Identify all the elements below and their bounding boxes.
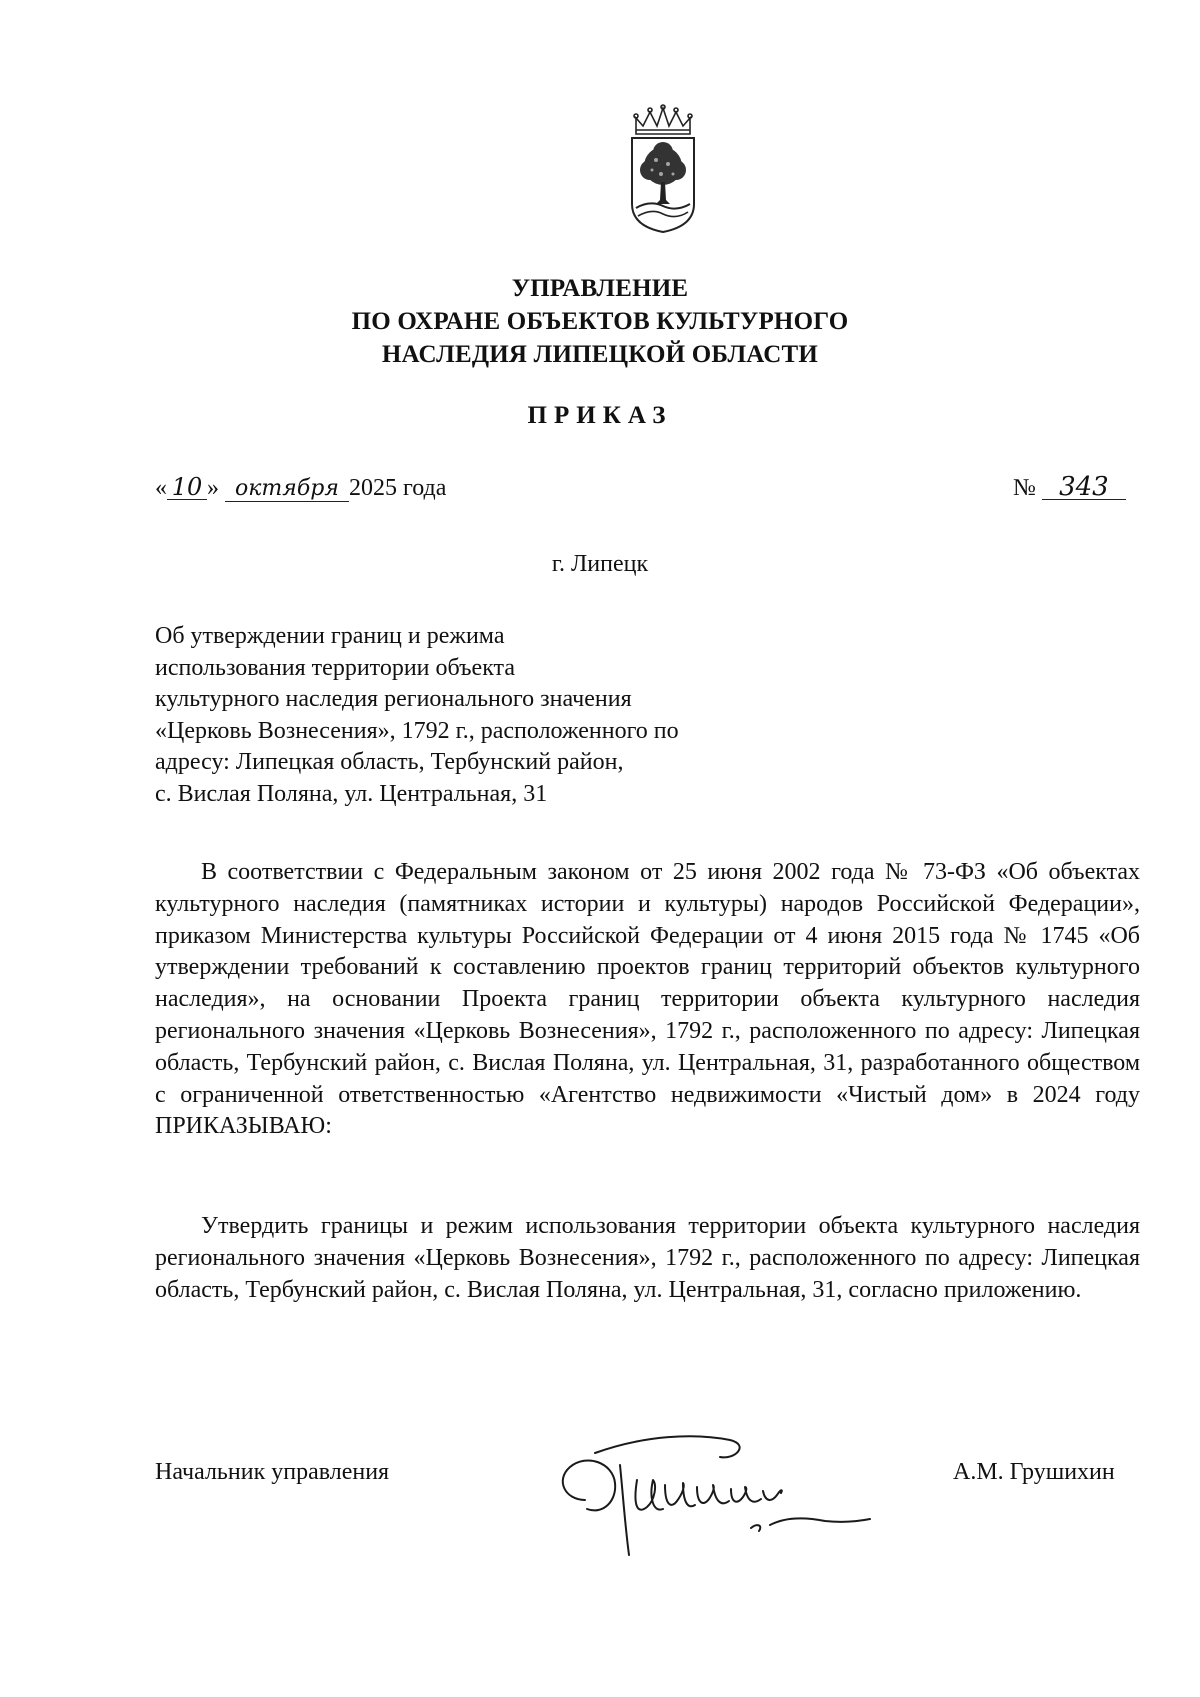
document-type-title: ПРИКАЗ — [527, 402, 673, 429]
body-paragraph-preamble: В соответствии с Федеральным законом от 25 июня 2002 года № 73-ФЗ «Об объектах культурного наследия (памятниках истории и культуры) народов Российской Федерации», приказом Министерства культуры Российской Федерации от 4 июня 2015 года № 1745 «Об утверждении требований к составлению проектов границ территорий объектов культурного наследия», на основании Проекта границ территории объекта культурного наследия регионального значения «Церковь Вознесения», 1792 г., расположенного по адресу: Липецкая область, Тербунский район, с. Вислая Поляна, ул. Центральная, 31, разработанного обществом с ограниченной ответственностью «Агентство недвижимости «Чистый дом» в 2024 году ПРИКАЗЫВАЮ: — [155, 859, 1140, 1140]
subject-line: Об утверждении границ и режима — [155, 623, 505, 649]
document-subject — [155, 621, 679, 810]
document-number — [1013, 472, 1126, 502]
number-prefix: № — [1013, 475, 1036, 501]
org-name-line-3: НАСЛЕДИЯ ЛИПЕЦКОЙ ОБЛАСТИ — [381, 341, 819, 368]
subject-line: культурного наследия регионального значения — [155, 686, 632, 712]
subject-line: с. Вислая Поляна, ул. Центральная, 31 — [155, 780, 548, 807]
document-date — [155, 475, 446, 502]
date-day-handwritten: 10 — [167, 475, 207, 500]
date-month-handwritten: октября — [225, 477, 349, 502]
signer-position: Начальник управления — [155, 1459, 390, 1485]
org-name-line-1: УПРАВЛЕНИЕ — [511, 275, 689, 302]
date-close-quote: » — [207, 475, 219, 501]
date-year: 2025 года — [349, 475, 447, 501]
org-name-line-2: ПО ОХРАНЕ ОБЪЕКТОВ КУЛЬТУРНОГО — [351, 308, 849, 335]
subject-line: адресу: Липецкая область, Тербунский район, — [155, 749, 624, 775]
organization-header — [0, 272, 1200, 371]
subject-line: «Церковь Вознесения», 1792 г., расположенного по — [155, 717, 679, 744]
number-value-handwritten: 343 — [1042, 475, 1126, 500]
signer-name: А.М. Грушихин — [953, 1459, 1115, 1485]
document-city: г. Липецк — [551, 551, 649, 577]
subject-line: использования территории объекта — [155, 654, 515, 681]
handwritten-signature — [525, 1405, 885, 1570]
date-open-quote: « — [155, 475, 167, 501]
body-paragraph-order: Утвердить границы и режим использования территории объекта культурного наследия регионального значения «Церковь Вознесения», 1792 г., расположенного по адресу: Липецкая область, Тербунский район, с. Вислая Поляна, ул. Центральная, 31, согласно приложению. — [155, 1213, 1140, 1303]
coat-of-arms-emblem — [628, 104, 698, 234]
